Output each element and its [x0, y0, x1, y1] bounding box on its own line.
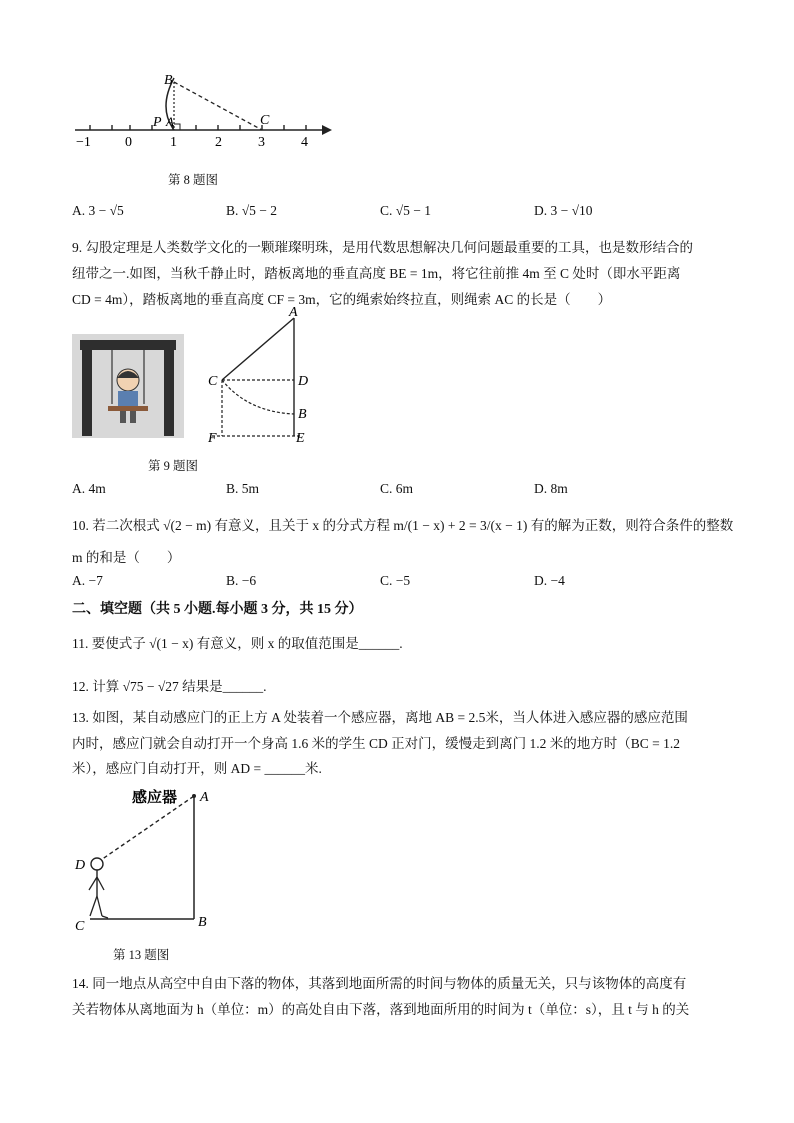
- q9-label-d: D: [298, 374, 309, 389]
- q8-tick-label: −1: [76, 135, 91, 150]
- q9-figure-caption: 第 9 题图: [148, 459, 199, 473]
- q9-text-line-1: 9. 勾股定理是人类数学文化的一颗璀璨明珠，是用代数思想解决几何问题最重要的工具，也是数形结合的: [72, 240, 693, 255]
- q9-label-a: A: [289, 306, 298, 320]
- q8-option-b: B. √5 − 2: [226, 203, 278, 218]
- q9-label-b: B: [298, 407, 307, 422]
- q14-text-line-2: 关若物体从离地面为 h（单位：m）的高处自由下落，落到地面所用的时间为 t（单位：s），且 t 与 h 的关: [72, 1002, 690, 1017]
- q8-label-b: B: [164, 73, 173, 88]
- q8-tick-label: 2: [215, 135, 222, 150]
- q8-tick-label: 4: [301, 135, 308, 150]
- q10-option-b: B. −6: [226, 573, 257, 588]
- q9-label-c: C: [208, 374, 218, 389]
- section-heading-fill-in: 二、填空题（共 5 小题.每小题 3 分，共 15 分）: [72, 602, 363, 617]
- q8-tick-label: 3: [258, 135, 265, 150]
- q13-figure-caption: 第 13 题图: [113, 948, 170, 962]
- q8-label-c: C: [260, 113, 270, 128]
- q10-text-line-2: m 的和是（ ）: [72, 550, 181, 565]
- q9-option-c: C. 6m: [380, 481, 414, 496]
- q10-option-d: D. −4: [534, 573, 565, 588]
- q9-label-e: E: [296, 431, 305, 446]
- q13-text-line-3: 米），感应门自动打开，则 AD = ______米.: [72, 761, 322, 776]
- q13-sensor-label: 感应器: [132, 790, 178, 806]
- q10-text-line-1: 10. 若二次根式 √(2 − m) 有意义，且关于 x 的分式方程 m/(1 − x) + 2 = 3/(x − 1) 有的解为正数，则符合条件的整数: [72, 518, 734, 533]
- q8-tick-label: 0: [125, 135, 132, 150]
- q8-option-a: A. 3 − √5: [72, 203, 124, 218]
- q13-label-a: A: [200, 790, 209, 805]
- q9-geometry-figure: [200, 306, 320, 446]
- q14-text-line-1: 14. 同一地点从高空中自由下落的物体，其落到地面所需的时间与物体的质量无关，只与该物体的高度有: [72, 976, 687, 991]
- q8-option-c: C. √5 − 1: [380, 203, 432, 218]
- q11-text: 11. 要使式子 √(1 − x) 有意义，则 x 的取值范围是______.: [72, 636, 403, 651]
- q13-label-b: B: [198, 915, 207, 930]
- q8-label-a: A: [166, 114, 174, 129]
- q13-label-d: D: [75, 858, 86, 873]
- q13-sensor-door-figure: [70, 784, 220, 936]
- q9-label-f: F: [208, 431, 217, 446]
- q12-text: 12. 计算 √75 − √27 结果是______.: [72, 679, 267, 694]
- q13-text-line-2: 内时，感应门就会自动打开一个身高 1.6 米的学生 CD 正对门，缓慢走到离门 1.2 米的地方时（BC = 1.2: [72, 736, 680, 751]
- q9-option-b: B. 5m: [226, 481, 260, 496]
- q8-figure-caption: 第 8 题图: [168, 173, 219, 187]
- q10-option-a: A. −7: [72, 573, 103, 588]
- q13-label-c: C: [75, 919, 85, 934]
- q8-number-line-figure: [70, 68, 340, 153]
- q9-text-line-3: CD = 4m），踏板离地的垂直高度 CF = 3m，它的绳索始终拉直，则绳索 AC 的长是（ ）: [72, 292, 612, 307]
- q10-option-c: C. −5: [380, 573, 411, 588]
- q9-swing-illustration: [72, 334, 184, 438]
- q13-text-line-1: 13. 如图，某自动感应门的正上方 A 处装着一个感应器，离地 AB = 2.5米，当人体进入感应器的感应范围: [72, 710, 688, 725]
- q9-option-d: D. 8m: [534, 481, 568, 496]
- q8-label-p: P: [153, 115, 162, 130]
- q8-tick-label: 1: [170, 135, 177, 150]
- q8-option-d: D. 3 − √10: [534, 203, 593, 218]
- q9-text-line-2: 纽带之一.如图，当秋千静止时，踏板离地的垂直高度 BE = 1m，将它往前推 4m 至 C 处时（即水平距离: [72, 266, 681, 281]
- q9-option-a: A. 4m: [72, 481, 106, 496]
